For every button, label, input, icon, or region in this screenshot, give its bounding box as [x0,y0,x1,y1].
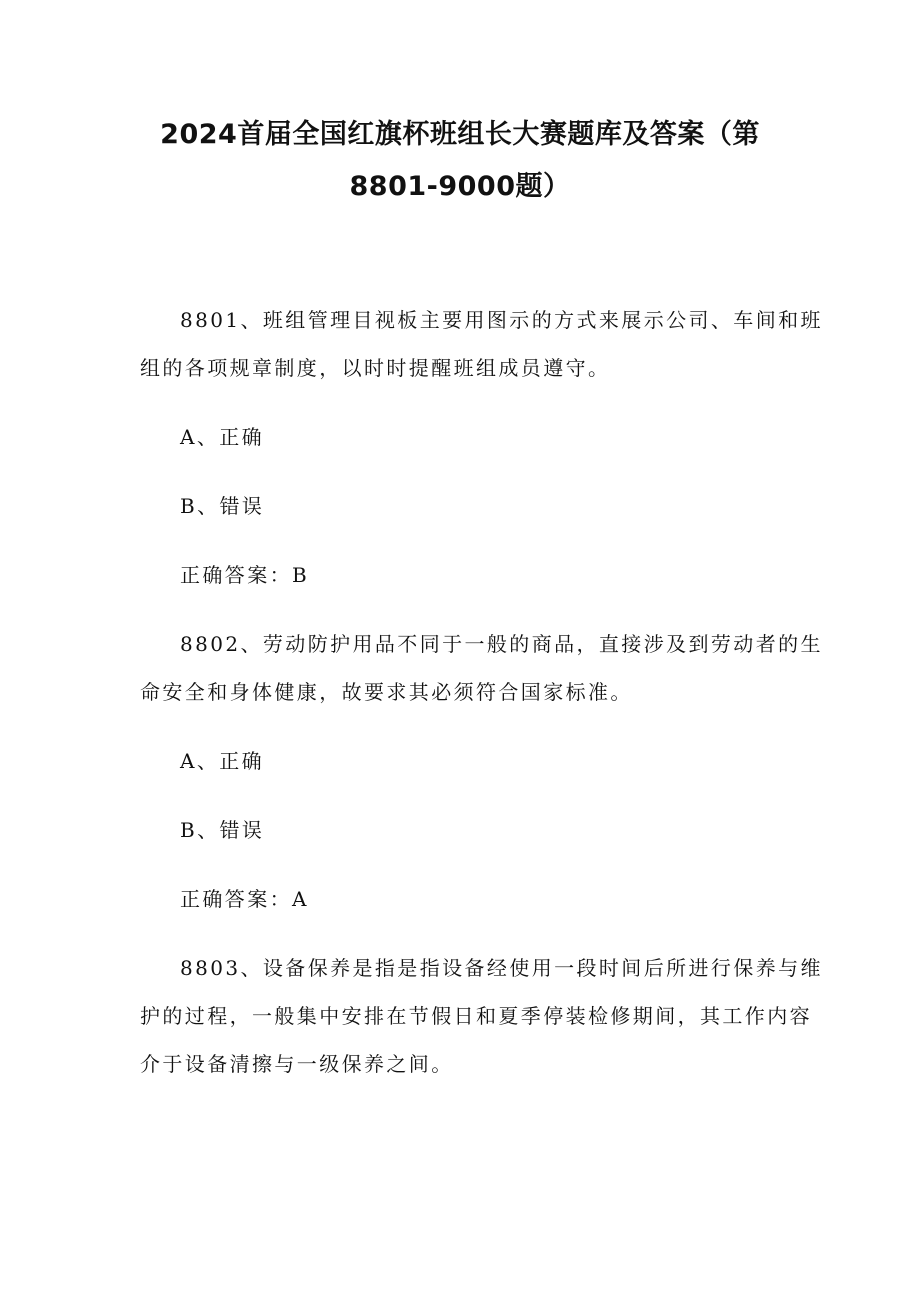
document-title-line-1: 2024首届全国红旗杯班组长大赛题库及答案（第 [160,119,760,150]
question-8802-stem-line-2: 命安全和身体健康，故要求其必须符合国家标准。 [140,680,633,704]
question-8801-answer: 正确答案：B [180,563,310,587]
question-8802-option-b: B、错误 [180,818,265,842]
question-8803-stem-line-3: 介于设备清擦与一级保养之间。 [140,1052,454,1076]
question-8802-answer: 正确答案：A [180,887,309,911]
question-8801-stem-line-1: 8801、班组管理目视板主要用图示的方式来展示公司、车间和班 [180,308,823,332]
question-8802-stem-line-1: 8802、劳动防护用品不同于一般的商品，直接涉及到劳动者的生 [180,632,823,656]
question-8803-stem-line-2: 护的过程，一般集中安排在节假日和夏季停装检修期间，其工作内容 [140,1004,812,1028]
document-title-line-2: 8801-9000题） [349,171,571,202]
question-8803-stem-line-1: 8803、设备保养是指是指设备经使用一段时间后所进行保养与维 [180,956,823,980]
question-8801-option-b: B、错误 [180,494,265,518]
question-8801-option-a: A、正确 [180,425,265,449]
question-8802-option-a: A、正确 [180,749,265,773]
question-8801-stem-line-2: 组的各项规章制度，以时时提醒班组成员遵守。 [140,356,611,380]
